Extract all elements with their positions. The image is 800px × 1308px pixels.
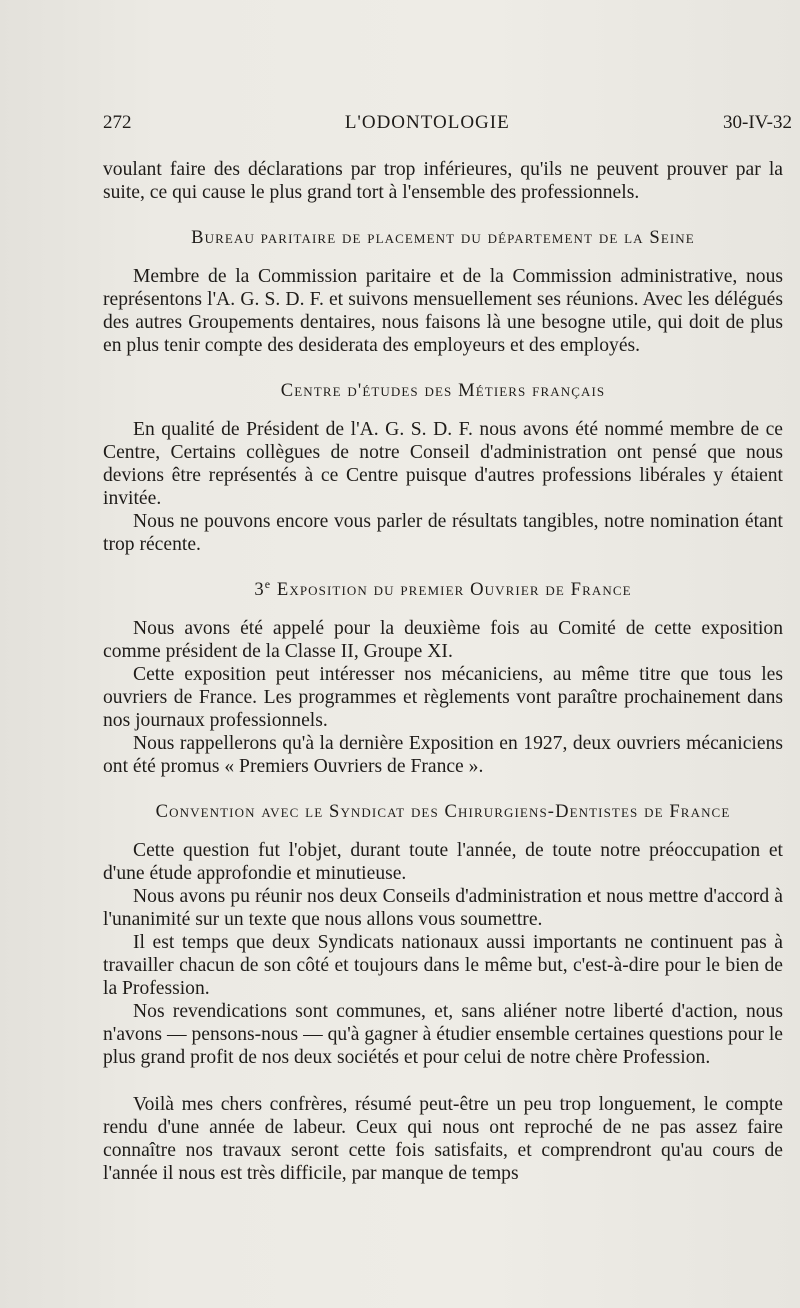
paragraph: voulant faire des déclarations par trop inférieures, qu'ils ne peuvent prouver par la suite, ce qui cause le plus grand tort à l'ensemble des professionnels.	[103, 159, 783, 203]
heading-text: Exposition du premier Ouvrier de France	[271, 579, 632, 600]
section-heading: Convention avec le Syndicat des Chirurgiens-Dentistes de France	[155, 801, 731, 822]
running-header	[103, 112, 792, 134]
issue-date: 30-IV-32	[723, 112, 792, 133]
paragraph: Il est temps que deux Syndicats nationaux aussi importants ne continuent pas à travailler chacun de son côté et toujours dans le même but, c'est-à-dire pour le bien de la Profession.	[103, 932, 783, 999]
running-title: L'ODONTOLOGIE	[344, 112, 510, 133]
paragraph: Voilà mes chers confrères, résumé peut-être un peu trop longuement, le compte rendu d'une année de labeur. Ceux qui nous ont reproché de ne pas assez faire connaître nos travaux seront cette fois satisfaits, et comprendront qu'au cours de l'année il nous est très difficile, par manque de temps	[103, 1094, 783, 1184]
paragraph: Nous avons pu réunir nos deux Conseils d'administration et nous mettre d'accord à l'unanimité sur un texte que nous allons vous soumettre.	[103, 886, 783, 930]
paragraph: Cette question fut l'objet, durant toute l'année, de toute notre préoccupation et d'une étude approfondie et minutieuse.	[103, 840, 783, 884]
spacer	[103, 1069, 783, 1093]
paragraph: Membre de la Commission paritaire et de la Commission administrative, nous représentons l'A. G. S. D. F. et suivons mensuellement ses réunions. Avec les délégués des autres Groupements dentaires, nous faisons là une besogne utile, qui doit de plus en plus tenir compte des desiderata des employeurs et des employés.	[103, 266, 783, 356]
paragraph: Nous ne pouvons encore vous parler de résultats tangibles, notre nomination étant trop récente.	[103, 511, 783, 555]
heading-superscript: e	[264, 576, 272, 591]
section-heading: Centre d'études des Métiers français	[280, 380, 606, 401]
heading-number: 3	[254, 579, 265, 600]
paragraph: Nous avons été appelé pour la deuxième fois au Comité de cette exposition comme président de la Classe II, Groupe XI.	[103, 618, 783, 662]
body-text	[103, 158, 783, 1185]
section-heading: Bureau paritaire de placement du département de la Seine	[191, 227, 695, 248]
page-number: 272	[103, 112, 132, 133]
paragraph: Nos revendications sont communes, et, sans aliéner notre liberté d'action, nous n'avons — pensons-nous — qu'à gagner à étudier ensemble certaines questions pour le plus grand profit de nos deux sociétés et pour celui de notre chère Profession.	[103, 1001, 783, 1068]
paragraph: Nous rappellerons qu'à la dernière Exposition en 1927, deux ouvriers mécaniciens ont été promus « Premiers Ouvriers de France ».	[103, 733, 783, 777]
paragraph: Cette exposition peut intéresser nos mécaniciens, au même titre que tous les ouvriers de France. Les programmes et règlements vont paraître prochainement dans nos journaux professionnels.	[103, 664, 783, 731]
paragraph: En qualité de Président de l'A. G. S. D. F. nous avons été nommé membre de ce Centre, Certains collègues de notre Conseil d'administration ont pensé que nous devions être représentés à ce Centre puisque d'autres professions libérales y étaient invitée.	[103, 419, 783, 509]
section-heading	[103, 578, 783, 601]
